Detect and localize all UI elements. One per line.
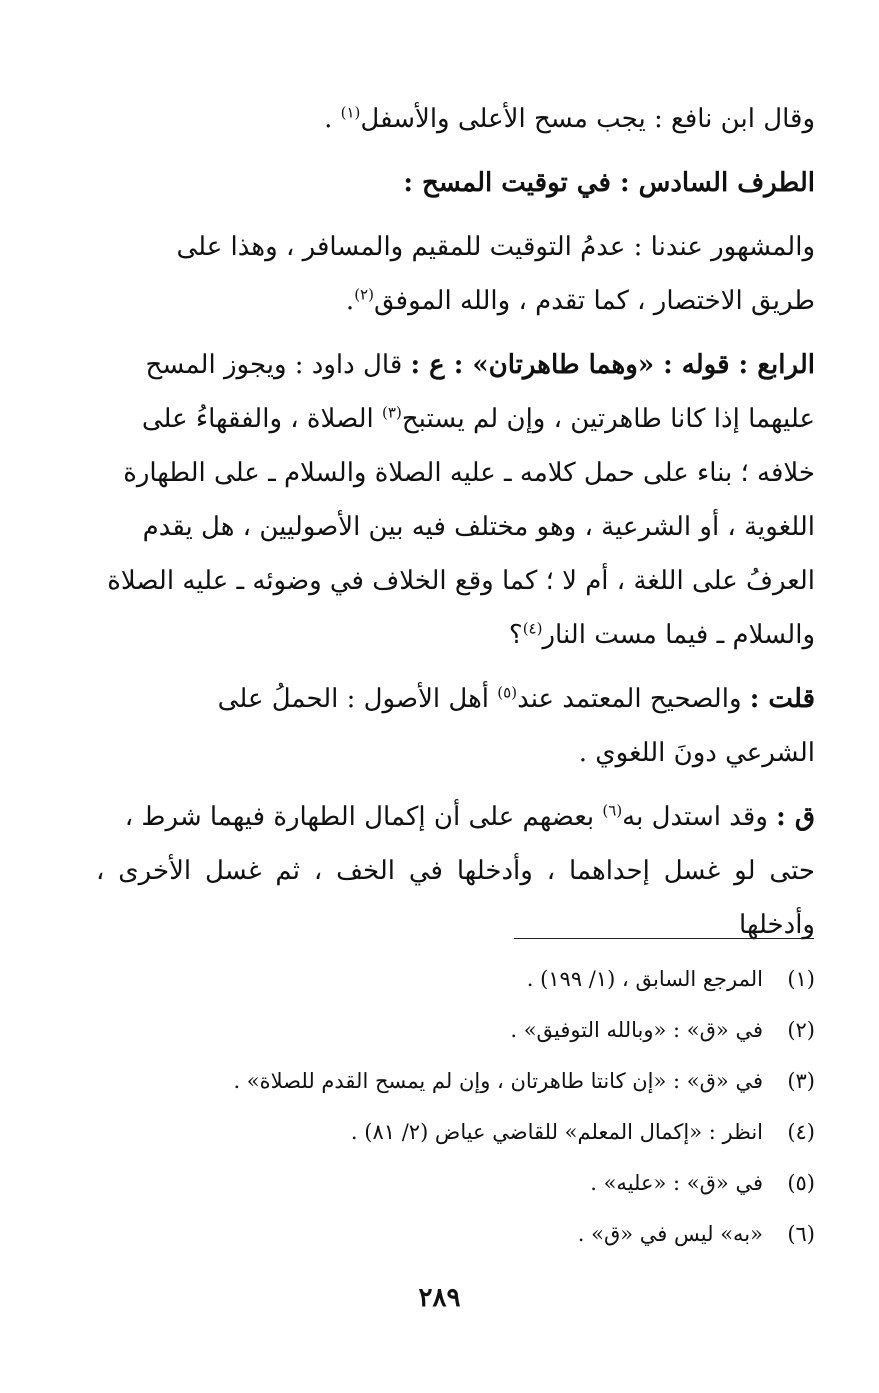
text-line <box>96 92 815 146</box>
text-run: أهل الأصول : الحملُ على <box>217 684 490 714</box>
text-line <box>96 338 815 392</box>
footnote-text: في «ق» : «وبالله التوفيق» . <box>510 1018 763 1042</box>
text-line <box>96 608 815 662</box>
paragraph-ibn-nafi <box>96 92 815 146</box>
text-run: والسلام ـ فيما مست النار <box>542 620 815 650</box>
section-heading: الطرف السادس : في توقيت المسح : <box>403 168 815 198</box>
text-line <box>96 672 815 726</box>
paragraph-lead: الرابع : قوله : «وهما طاهرتان» : ع : <box>410 350 815 380</box>
section-heading-block <box>96 156 815 210</box>
footnote-item <box>96 1107 815 1158</box>
page-number: ٢٨٩ <box>418 1283 461 1313</box>
text-line: والمشهور عندنا : عدمُ التوقيت للمقيم والمسافر ، وهذا على <box>176 232 815 262</box>
text-line <box>96 274 815 328</box>
main-text <box>96 92 815 962</box>
text-line <box>96 392 815 446</box>
footnote-ref: (٥) <box>497 683 518 702</box>
footnote-text: في «ق» : «عليه» . <box>590 1171 763 1195</box>
footnote-number: (١) <box>787 967 815 991</box>
footnote-ref: (٣) <box>382 403 402 422</box>
footnote-number: (٦) <box>787 1222 815 1246</box>
footnote-ref: (١) <box>340 103 361 122</box>
text-run: الصلاة ، والفقهاءُ على <box>141 404 374 434</box>
footnote-item <box>96 1209 815 1260</box>
paragraph-rabi <box>96 338 815 662</box>
footnote-text: في «ق» : «إن كانتا طاهرتان ، وإن لم يمسح القدم للصلاة» . <box>233 1069 763 1093</box>
footnote-number: (٢) <box>787 1018 815 1042</box>
paragraph-lead: قلت : <box>749 684 815 714</box>
footnote-text: المرجع السابق ، (١/ ١٩٩) . <box>526 967 763 991</box>
text-run: وقال ابن نافع : يجب مسح الأعلى والأسفل <box>360 104 815 134</box>
footnote-separator <box>514 938 814 939</box>
text-run: عليهما إذا كانا طاهرتين ، وإن لم يستبح <box>401 404 815 434</box>
text-line: الشرعي دونَ اللغوي . <box>578 738 815 768</box>
paragraph-lead: ق : <box>776 802 815 832</box>
footnotes <box>96 954 815 1260</box>
paragraph-mashhur <box>96 220 815 328</box>
footnote-number: (٣) <box>787 1069 815 1093</box>
text-line <box>96 790 815 844</box>
footnote-item <box>96 1005 815 1056</box>
punctuation: . <box>345 286 355 316</box>
text-line: حتى لو غسل إحداهما ، وأدخلها في الخف ، ثم غسل الأخرى ، وأدخلها <box>96 856 815 940</box>
footnote-item <box>96 954 815 1005</box>
paragraph-qaf <box>96 790 815 952</box>
punctuation: ؟ <box>508 620 523 650</box>
punctuation: . <box>324 104 333 134</box>
text-run: بعضهم على أن إكمال الطهارة فيهما شرط ، <box>124 802 595 832</box>
footnote-ref: (٦) <box>602 801 623 820</box>
text-run: طريق الاختصار ، كما تقدم ، والله الموفق <box>373 286 815 316</box>
text-line: العرفُ على اللغة ، أم لا ؛ كما وقع الخلاف في وضوئه ـ عليه الصلاة <box>107 566 815 596</box>
paragraph-qultu <box>96 672 815 780</box>
footnote-ref: (٤) <box>522 619 543 638</box>
text-run: وقد استدل به <box>622 802 768 832</box>
footnote-item <box>96 1056 815 1107</box>
footnote-item <box>96 1158 815 1209</box>
footnote-ref: (٢) <box>354 285 374 304</box>
footnote-number: (٤) <box>787 1120 815 1144</box>
text-run: والصحيح المعتمد عند <box>517 684 742 714</box>
footnote-text: «به» ليس في «ق» . <box>577 1222 763 1246</box>
text-run: قال داود : ويجوز المسح <box>145 350 403 380</box>
footnote-text: انظر : «إكمال المعلم» للقاضي عياض (٢/ ٨١) . <box>350 1120 763 1144</box>
text-line: خلافه ؛ بناء على حمل كلامه ـ عليه الصلاة والسلام ـ على الطهارة <box>123 458 815 488</box>
footnote-number: (٥) <box>787 1171 815 1195</box>
text-line: اللغوية ، أو الشرعية ، وهو مختلف فيه بين الأصوليين ، هل يقدم <box>142 512 815 542</box>
